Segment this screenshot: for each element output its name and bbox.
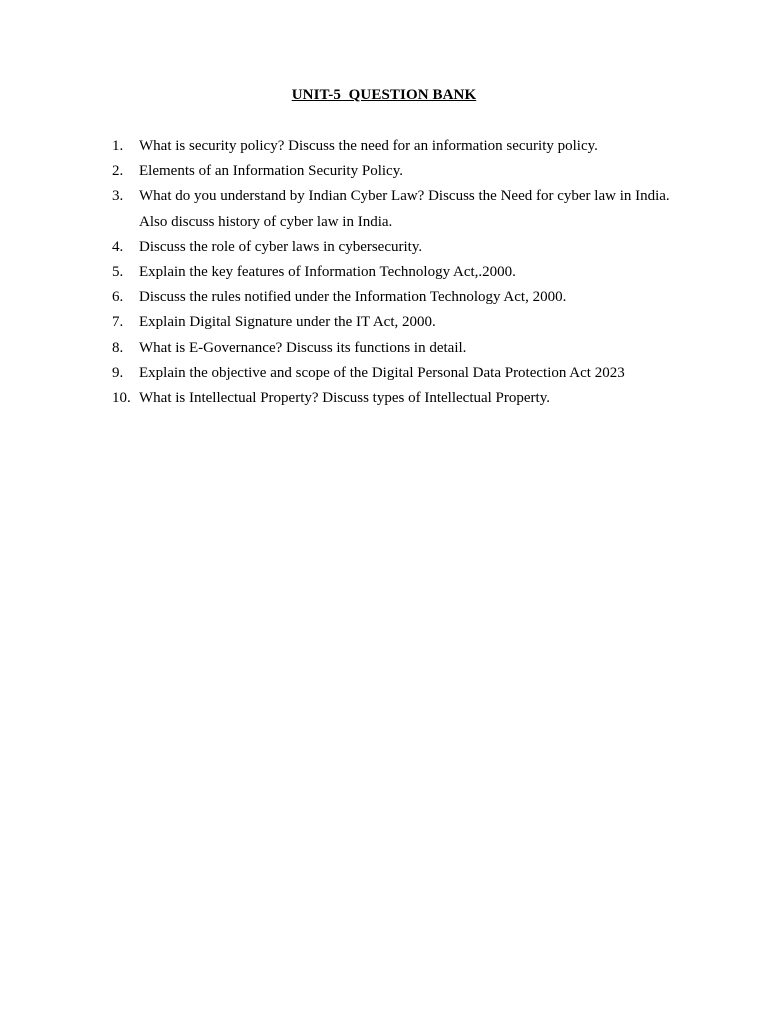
question-number: 8. — [112, 339, 124, 356]
question-text: Explain the key features of Information Technology Act,.2000. — [139, 264, 516, 281]
list-item — [112, 260, 672, 285]
question-text: What is Intellectual Property? Discuss types of Intellectual Property. — [139, 390, 550, 407]
question-text: Explain the objective and scope of the Digital Personal Data Protection Act 2023 — [139, 364, 625, 381]
question-list — [112, 134, 672, 411]
list-item — [112, 184, 672, 234]
question-number: 5. — [112, 264, 124, 281]
question-number: 1. — [112, 138, 124, 154]
question-number: 3. — [112, 188, 124, 205]
question-number: 9. — [112, 364, 124, 381]
question-text: What is E-Governance? Discuss its functions in detail. — [139, 339, 467, 356]
page-title: UNIT-5 QUESTION BANK — [291, 87, 477, 103]
list-item — [112, 310, 672, 335]
question-text: Explain Digital Signature under the IT Act, 2000. — [139, 314, 436, 331]
question-number: 6. — [112, 289, 124, 306]
question-number: 7. — [112, 314, 124, 331]
question-text: What is security policy? Discuss the need for an information security policy. — [139, 138, 598, 154]
question-text: Elements of an Information Security Policy. — [139, 163, 403, 180]
list-item — [112, 285, 672, 310]
list-item — [112, 386, 672, 411]
list-item — [112, 361, 672, 386]
list-item — [112, 235, 672, 260]
question-text: Discuss the rules notified under the Information Technology Act, 2000. — [139, 289, 567, 306]
question-number: 10. — [112, 390, 131, 407]
question-number: 2. — [112, 163, 124, 180]
question-text: Discuss the role of cyber laws in cybersecurity. — [139, 238, 423, 255]
question-number: 4. — [112, 238, 124, 255]
list-item — [112, 134, 672, 159]
list-item — [112, 159, 672, 184]
question-text: What do you understand by Indian Cyber Law? Discuss the Need for cyber law in India. Also discuss history of cyber law in India. — [139, 188, 670, 230]
list-item — [112, 336, 672, 361]
